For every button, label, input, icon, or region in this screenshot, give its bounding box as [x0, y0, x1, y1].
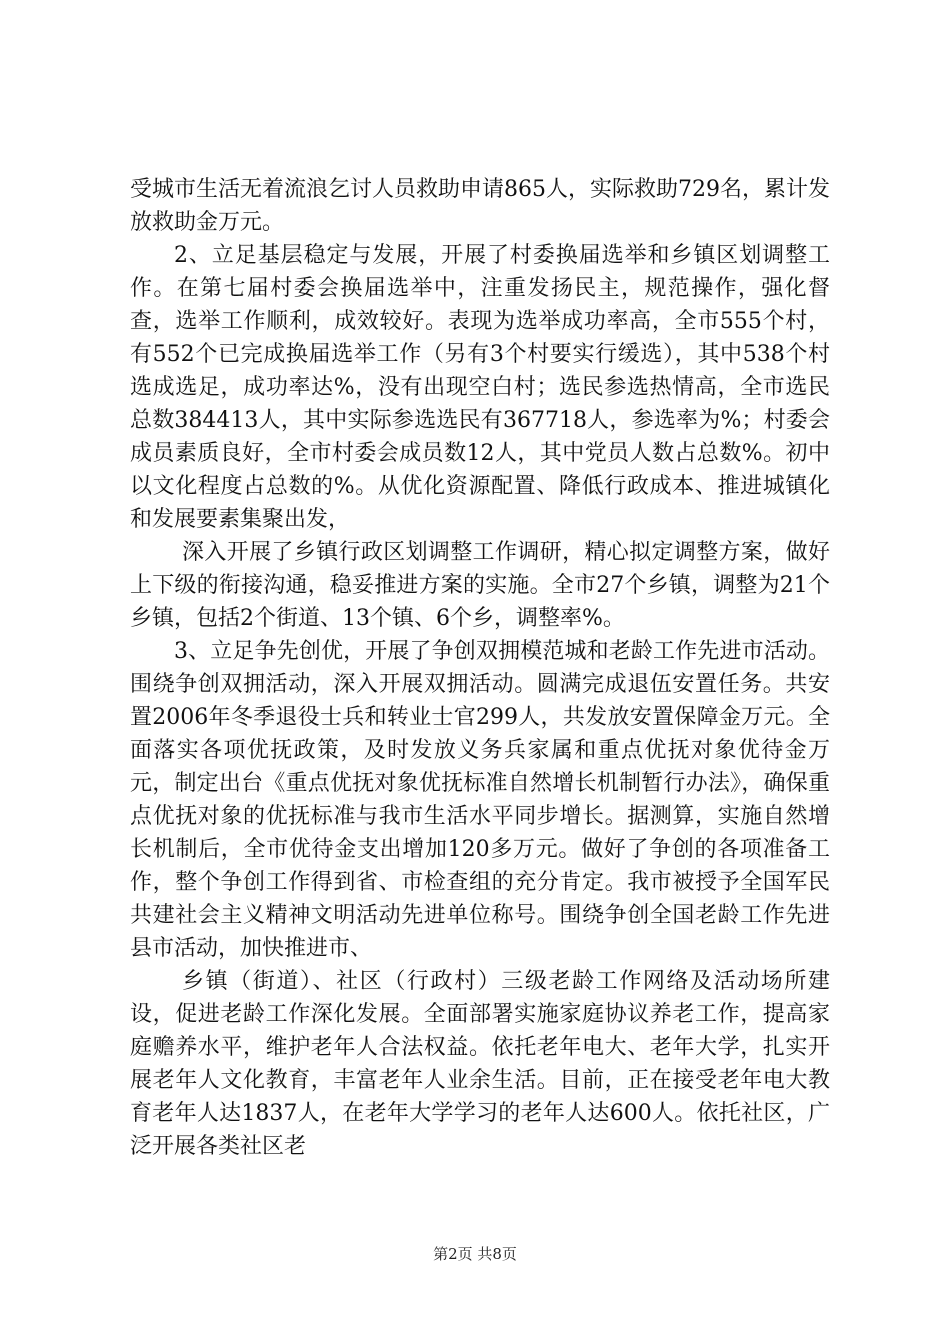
- document-body: [130, 173, 830, 1163]
- page-number-footer: 第2页 共8页: [433, 1245, 517, 1263]
- paragraph-2: 2、立足基层稳定与发展，开展了村委换届选举和乡镇区划调整工作。在第七届村委会换届选举中，注重发扬民主，规范操作，强化督查，选举工作顺利，成效较好。表现为选举成功率高，全市555个村，有552个已完成换届选举工作（另有3个村要实行缓选），其中538个村选成选足，成功率达%，没有出现空白村；选民参选热情高，全市选民总数384413人，其中实际参选选民有367718人，参选率为%；村委会成员素质良好，全市村委会成员数12人，其中党员人数占总数%。初中以文化程度占总数的%。从优化资源配置、降低行政成本、推进城镇化和发展要素集聚出发，: [130, 243, 830, 532]
- paragraph-4: 3、立足争先创优，开展了争创双拥模范城和老龄工作先进市活动。围绕争创双拥活动，深入开展双拥活动。圆满完成退伍安置任务。共安置2006年冬季退役士兵和转业士官299人，共发放安置保障金万元。全面落实各项优抚政策，及时发放义务兵家属和重点优抚对象优待金万元，制定出台《重点优抚对象优抚标准自然增长机制暂行办法》，确保重点优抚对象的优抚标准与我市生活水平同步增长。据测算，实施自然增长机制后，全市优待金支出增加120多万元。做好了争创的各项准备工作，整个争创工作得到省、市检查组的充分肯定。我市被授予全国军民共建社会主义精神文明活动先进单位称号。围绕争创全国老龄工作先进县市活动，加快推进市、: [130, 639, 830, 961]
- paragraph-5: 乡镇（街道）、社区（行政村）三级老龄工作网络及活动场所建设，促进老龄工作深化发展。全面部署实施家庭协议养老工作，提高家庭赡养水平，维护老年人合法权益。依托老年电大、老年大学，扎实开展老年人文化教育，丰富老年人业余生活。目前，正在接受老年电大教育老年人达1837人，在老年大学学习的老年人达600人。依托社区，广泛开展各类社区老: [130, 969, 830, 1159]
- paragraph-1: 受城市生活无着流浪乞讨人员救助申请865人，实际救助729名，累计发放救助金万元。: [130, 177, 830, 235]
- paragraph-3: 深入开展了乡镇行政区划调整工作调研，精心拟定调整方案，做好上下级的衔接沟通，稳妥推进方案的实施。全市27个乡镇，调整为21个乡镇，包括2个街道、13个镇、6个乡，调整率%。: [130, 540, 830, 631]
